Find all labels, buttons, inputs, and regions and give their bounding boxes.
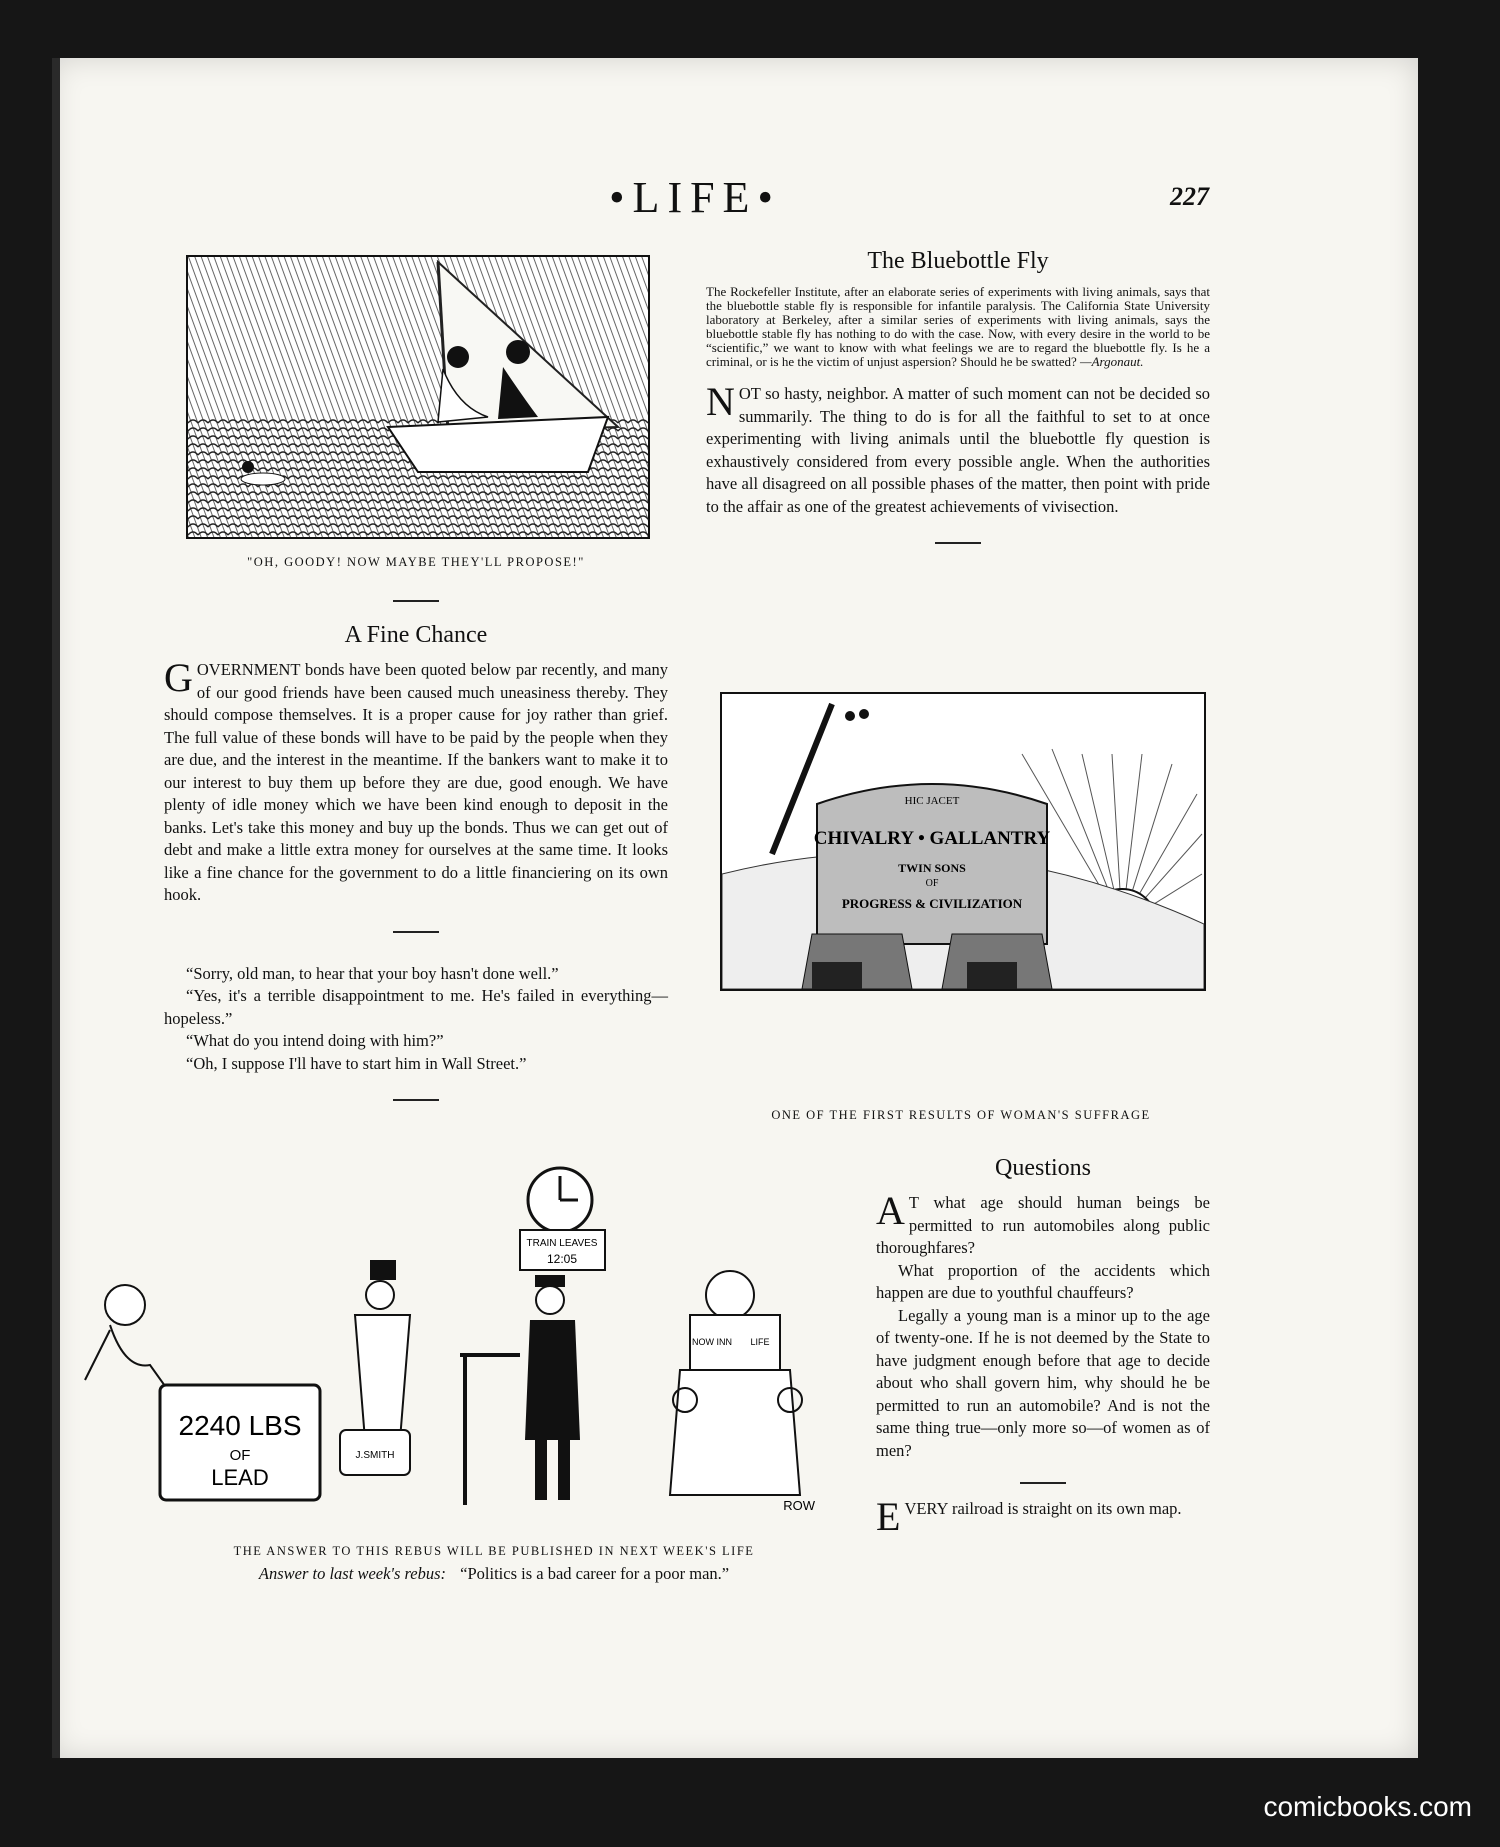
weight-label-of: OF — [229, 1447, 251, 1464]
questions-title: Questions — [995, 1155, 1091, 1181]
quote-source: —Argonaut. — [1080, 354, 1144, 369]
bluebottle-title: The Bluebottle Fly — [867, 248, 1049, 274]
rebus-answer — [164, 1564, 824, 1584]
masthead: •LIFE• — [609, 173, 781, 222]
divider — [393, 931, 439, 933]
stone-of: OF — [925, 878, 939, 889]
rebus-answer-text: “Politics is a bad career for a poor man.” — [460, 1564, 730, 1583]
questions-article — [876, 1155, 1210, 1539]
railroad-body: VERY railroad is straight on its own map. — [904, 1499, 1182, 1518]
fine-chance-body: OVERNMENT bonds have been quoted below par recently, and many of our good friends have been caused much uneasiness thereby. They should compose themselves. It is a proper cause for joy rather than grief. The full value of these bonds will have to be paid by the people when they are due, and the interest in the meantime. If the bankers want to make it to our interest to buy them up before they are due, good enough. We have plenty of idle money which we have been kind enough to deposit in the banks. Let's take this money and buy up the bonds. Thus we can get out of debt and make a little extra money for ourselves at the same time. It looks like a fine chance for the government to do a little financiering on its own hook. — [164, 660, 668, 904]
dialogue-line: “Sorry, old man, to hear that your boy hasn't done well.” — [186, 963, 559, 983]
divider — [1020, 1482, 1066, 1484]
stone-chivalry-gallantry: CHIVALRY • GALLANTRY — [813, 828, 1051, 849]
dialogue-line: “Yes, it's a terrible disappointment to me. He's failed in everything—hopeless.” — [164, 986, 668, 1028]
bluebottle-article — [706, 248, 1210, 544]
stone-progress-civilization: PROGRESS & CIVILIZATION — [841, 896, 1023, 911]
dropcap: A — [876, 1188, 905, 1233]
dialogue-line: “Oh, I suppose I'll have to start him in Wall Street.” — [186, 1053, 527, 1073]
dialogue — [164, 963, 668, 1076]
stone-hic-jacet: HIC JACET — [904, 795, 960, 807]
grave-caption: ONE OF THE FIRST RESULTS OF WOMAN'S SUFFRAGE — [771, 1108, 1151, 1122]
sailboat-drawing — [188, 257, 648, 537]
dialogue-line: “What do you intend doing with him?” — [186, 1031, 444, 1050]
bluebottle-quote: The Rockefeller Institute, after an elaborate series of experiments with living animals, says that the bluebottle stable fly is responsible for infantile paralysis. The California State University laboratory at Berkeley, after a similar series of experiments with living animals, says the bluebottle stable fly has nothing to do with the case. Now, with every desire in the world to be “scientific,” we want to know with what feelings we are to regard the bluebottle fly. Is he a criminal, or is he the victim of unjust aspersion? Should he be swatted? — [706, 284, 1210, 369]
grave-drawing — [722, 694, 1204, 989]
stone-twin-sons: TWIN SONS — [898, 861, 966, 875]
divider — [393, 600, 439, 602]
binding-edge — [52, 58, 60, 1758]
questions-p1: T what age should human beings be permitted to run automobiles along public thoroughfares? — [876, 1193, 1210, 1257]
page-number: 227 — [1170, 182, 1209, 211]
dropcap: E — [876, 1494, 901, 1539]
weight-label-lbs: 2240 LBS — [178, 1410, 302, 1441]
rebus-drawing — [80, 1150, 840, 1530]
fine-chance-title: A Fine Chance — [344, 622, 488, 648]
dropcap: N — [706, 379, 735, 424]
weight-label-lead: LEAD — [211, 1465, 269, 1490]
questions-p2: What proportion of the accidents which happen are due to youthful chauffeurs? — [876, 1260, 1210, 1302]
train-sign-label: TRAIN LEAVES — [526, 1238, 598, 1249]
book-left-label: NOW INN — [692, 1337, 732, 1347]
rebus-caption: THE ANSWER TO THIS REBUS WILL BE PUBLISHED IN NEXT WEEK'S LIFE — [233, 1544, 755, 1558]
bluebottle-body: OT so hasty, neighbor. A matter of such moment can not be decided so summarily. The thing to do is for all the faithful to set to at once experimenting with living animals until the bluebottle fly question is exhaustively considered from every possible angle. When the authorities have all disagreed on all possible phases of the matter, then point with pride to the affair as one of the greatest achievements of vivisection. — [706, 384, 1210, 516]
dropcap: G — [164, 655, 193, 700]
rebus-cartoon — [80, 1150, 840, 1530]
sailboat-caption: "OH, GOODY! NOW MAYBE THEY'LL PROPOSE!" — [247, 555, 585, 569]
divider — [393, 1099, 439, 1101]
artist-signature: ROW — [783, 1498, 815, 1513]
fine-chance-article — [164, 600, 668, 1101]
questions-p3: Legally a young man is a minor up to the age of twenty-one. If he is not deemed by the State to have judgment enough before that age to decide about who shall govern him, why should he be permitted to run an automobile? And is not the same thing true—only more so—of women as of men? — [876, 1305, 1210, 1460]
grave-cartoon — [720, 692, 1206, 991]
sailboat-cartoon — [186, 255, 650, 539]
rebus-answer-label: Answer to last week's rebus: — [258, 1564, 447, 1583]
divider — [935, 542, 981, 544]
train-sign-time: 12:05 — [546, 1252, 578, 1266]
watermark: comicbooks.com — [1263, 1791, 1472, 1822]
bag-label: J.SMITH — [355, 1450, 395, 1461]
book-right-label: LIFE — [750, 1337, 770, 1347]
